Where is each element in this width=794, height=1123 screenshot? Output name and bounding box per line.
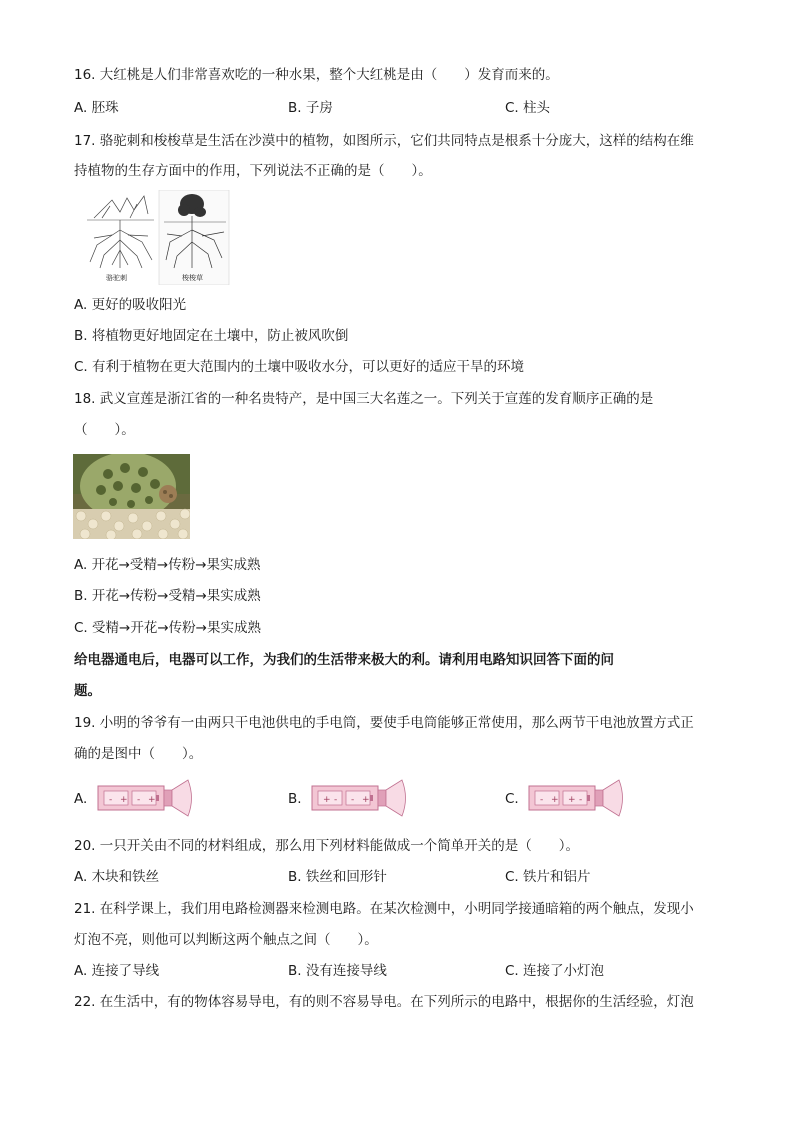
q17-option-b: B. 将植物更好地固定在土壤中，防止被风吹倒	[74, 328, 349, 344]
q19-stem-line2: 确的是图中（ ）。	[74, 746, 203, 762]
q19-option-b-label: B.	[288, 791, 302, 807]
q18-option-b: B. 开花→传粉→受精→果实成熟	[74, 588, 261, 604]
battery-sign: +	[362, 795, 370, 805]
battery-sign: +	[148, 795, 156, 805]
q18-option-a: A. 开花→受精→传粉→果实成熟	[74, 557, 261, 573]
q17-option-a: A. 更好的吸收阳光	[74, 297, 187, 313]
q20-stem: 20. 一只开关由不同的材料组成，那么用下列材料能做成一个简单开关的是（ ）。	[74, 838, 580, 854]
q21-option-c: C. 连接了小灯泡	[505, 963, 605, 979]
q19-stem-line1: 19. 小明的爷爷有一由两只干电池供电的手电筒，要使手电筒能够正常使用，那么两节干电池放置方式正	[74, 715, 694, 731]
q20-option-c: C. 铁片和铝片	[505, 869, 591, 885]
q16-option-c: C. 柱头	[505, 100, 551, 116]
q16-option-a: A. 胚珠	[74, 100, 119, 116]
flashlight-figure-a	[96, 778, 196, 822]
battery-sign: -	[579, 795, 583, 805]
q18-stem-line1: 18. 武义宣莲是浙江省的一种名贵特产，是中国三大名莲之一。下列关于宣莲的发育顺序正确的是	[74, 391, 654, 407]
battery-sign: +	[323, 795, 331, 805]
q20-option-b: B. 铁丝和回形针	[288, 869, 387, 885]
q16-stem: 16. 大红桃是人们非常喜欢吃的一种水果，整个大红桃是由（ ）发育而来的。	[74, 67, 559, 83]
q17-stem-line2: 持植物的生存方面中的作用，下列说法不正确的是（ ）。	[74, 163, 432, 179]
flashlight-figure-c	[527, 778, 627, 822]
q17-option-c: C. 有利于植物在更大范围内的土壤中吸收水分，可以更好的适应干旱的环境	[74, 359, 525, 375]
section-heading-line2: 题。	[74, 683, 101, 699]
battery-sign: -	[334, 795, 338, 805]
figure-label-camelthorn: 骆驼刺	[106, 274, 127, 282]
q18-stem-line2: （ ）。	[74, 422, 135, 438]
battery-sign: +	[120, 795, 128, 805]
q16-option-b: B. 子房	[288, 100, 333, 116]
q22-stem-line1: 22. 在生活中，有的物体容易导电，有的则不容易导电。在下列所示的电路中，根据你的生活经验，灯泡	[74, 994, 694, 1010]
desert-plant-roots-figure	[82, 190, 232, 285]
q21-option-a: A. 连接了导线	[74, 963, 160, 979]
q21-stem-line1: 21. 在科学课上，我们用电路检测器来检测电路。在某次检测中，小明同学接通暗箱的两个触点，发现小	[74, 901, 694, 917]
lotus-seed-photo	[73, 454, 190, 539]
q18-option-c: C. 受精→开花→传粉→果实成熟	[74, 620, 261, 636]
q20-option-a: A. 木块和铁丝	[74, 869, 160, 885]
battery-sign: -	[351, 795, 355, 805]
q19-option-c-label: C.	[505, 791, 519, 807]
q19-option-a-label: A.	[74, 791, 88, 807]
q21-stem-line2: 灯泡不亮，则他可以判断这两个触点之间（ ）。	[74, 932, 378, 948]
q17-stem-line1: 17. 骆驼刺和梭梭草是生活在沙漠中的植物，如图所示，它们共同特点是根系十分庞大，这样的结构在维	[74, 133, 694, 149]
battery-sign: +	[551, 795, 559, 805]
battery-sign: -	[137, 795, 141, 805]
q21-option-b: B. 没有连接导线	[288, 963, 387, 979]
battery-sign: -	[109, 795, 113, 805]
battery-sign: -	[540, 795, 544, 805]
figure-label-saxaul: 梭梭草	[182, 274, 203, 282]
section-heading-line1: 给电器通电后，电器可以工作，为我们的生活带来极大的利。请利用电路知识回答下面的问	[74, 652, 614, 668]
battery-sign: +	[568, 795, 576, 805]
flashlight-figure-b	[310, 778, 410, 822]
